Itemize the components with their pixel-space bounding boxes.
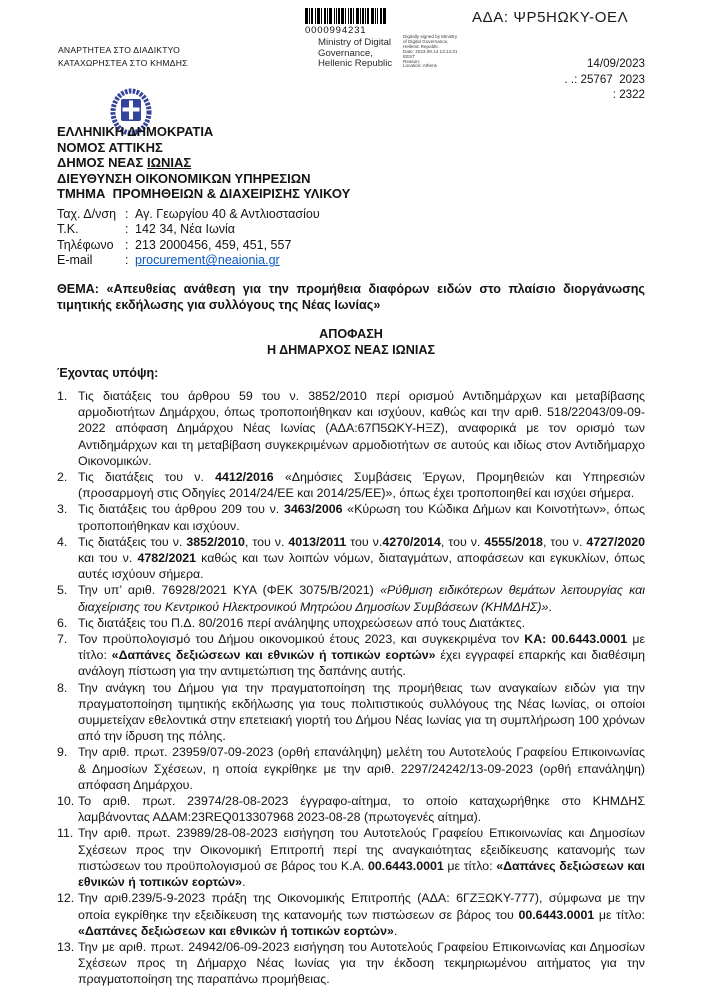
contact-block bbox=[57, 207, 645, 269]
ada-code: ΑΔΑ: ΨΡ5ΗΩΚΥ-ΟΕΛ bbox=[472, 9, 629, 26]
list-item-text: Την με αριθ. πρωτ. 24942/06-09-2023 εισήγηση του Αυτοτελούς Γραφείου Επικοινωνίας και Δημοσίων Σχέσεων προς τη Δήμαρχο Νέας Ιωνίας για την έκδοση τεκμηριωμένου αιτήματος για την πραγματοποίηση της παραπάνω προμήθειας. bbox=[78, 939, 645, 987]
list-item-number: 4. bbox=[57, 534, 68, 549]
list-item-text: «Κύρωση του Κώδικα Δήμων και Κοινοτήτων», όπως τροποποιήθηκαν και ισχύουν. bbox=[78, 502, 645, 533]
header-department: ΤΜΗΜΑ ΠΡΟΜΗΘΕΙΩΝ & ΔΙΑΧΕΙΡΙΣΗΣ ΥΛΙΚΟΥ bbox=[57, 186, 351, 202]
list-item-number: 7. bbox=[57, 632, 68, 647]
list-item-number: 9. bbox=[57, 745, 68, 760]
municipality-underlined: ΙΩΝΙΑΣ bbox=[146, 155, 192, 171]
list-item-text: 4782/2021 bbox=[137, 551, 197, 566]
list-item bbox=[57, 793, 645, 825]
contact-value-address: Αγ. Γεωργίου 40 & Αντλιοστασίου bbox=[135, 206, 320, 221]
list-item-text: , του ν. bbox=[440, 534, 485, 549]
contact-row-postcode bbox=[57, 222, 645, 238]
signature-line: Reason: bbox=[403, 58, 421, 64]
list-item-text: έχει εγγραφεί επαρκής και διαθέσιμη ανάλογη πίστωση για την αντιμετώπιση της δαπάνης αυτής. bbox=[78, 648, 646, 679]
subject-paragraph: ΘΕΜΑ: «Απευθείας ανάθεση για την προμήθεια διαφόρων ειδών στο πλαίσιο διοργάνωσης τιμητικής εκδήλωσης για συλλόγους της Νέας Ιωνίας» bbox=[57, 281, 645, 313]
list-item-text: 00.6443.0001 bbox=[518, 907, 595, 922]
contact-row-address bbox=[57, 207, 645, 223]
list-item bbox=[57, 744, 645, 793]
list-item-text: 4013/2011 bbox=[288, 534, 347, 549]
list-item bbox=[57, 388, 645, 469]
list-item bbox=[57, 469, 645, 501]
contact-label: Ταχ. Δ/νση bbox=[57, 206, 117, 221]
list-item-text: . bbox=[242, 875, 246, 890]
ministry-line: Governance, bbox=[318, 47, 373, 59]
list-item bbox=[57, 615, 645, 631]
list-item-text: Τις διατάξεις του άρθρου 59 του ν. 3852/2010 περί ορισμού Αντιδημάρχων και μεταβίβασης αρμοδιοτήτων Δημάρχου, όπως τροποποιήθηκαν και ισχύουν, καθώς και την αριθ. 518/22043/09-09-2022 απόφαση Δημάρχου Νέας Ιωνίας (ΑΔΑ:67Π5ΩΚΥ-ΗΞΖ), αναφορικά με τον ορισμό των Αντιδημάρχων και τη μεταβίβαση συγκεκριμένων αρμοδιοτήτων σε αυτούς και ιδίως στον Αντιδήμαρχο Οικονομικών. bbox=[78, 389, 645, 468]
document-body bbox=[57, 124, 645, 988]
list-item-number: 8. bbox=[57, 680, 68, 695]
list-item-number: 3. bbox=[57, 502, 68, 517]
contact-label: Τ.Κ. bbox=[57, 222, 79, 237]
list-item-text: Τον προϋπολογισμό του Δήμου οικονομικού έτους 2023, και συγκεκριμένα τον bbox=[78, 632, 525, 647]
list-item-text: 3852/2010 bbox=[186, 534, 245, 549]
list-item bbox=[57, 582, 645, 614]
list-item-number: 6. bbox=[57, 615, 68, 630]
list-item-text: Την αριθ. πρωτ. 23959/07-09-2023 (ορθή επανάληψη) μελέτη του Αυτοτελούς Γραφείου Επικοινωνίας & Δημοσίων Σχέσεων, η οποία εγκρίθηκε με την αριθ. 2297/24242/13-09-2023 (ορθή επανάληψη) απόφαση Δημάρχου. bbox=[78, 745, 645, 792]
digital-signature-details bbox=[403, 35, 473, 69]
list-item-text: Την ανάγκη του Δήμου για την πραγματοποίηση της προμήθειας των αναγκαίων ειδών για την πραγματοποίηση τιμητικής εκδήλωσης για τους πολιτιστικούς συλλόγους της Νέας Ιωνίας, οι οποίοι συμμετείχαν εθελοντικά στην επετειακή γιορτή του Δήμου Νέας Ιωνίας για τη συμπλήρωση 100 χρόνων από την ίδρυση της πόλης. bbox=[78, 680, 645, 744]
list-item-text: , του ν. bbox=[244, 534, 289, 549]
contact-separator: : bbox=[125, 206, 129, 221]
list-item-text: με τίτλο: bbox=[594, 907, 645, 922]
list-item-text: «Δαπάνες δεξιώσεων και εθνικών ή τοπικών εορτών» bbox=[78, 923, 394, 938]
list-item-text: του ν. bbox=[346, 534, 383, 549]
signature-line: EEST bbox=[403, 53, 415, 59]
list-item-text: και του ν. bbox=[78, 551, 138, 566]
list-item-text: ΚΑ: 00.6443.0001 bbox=[524, 632, 628, 647]
header-municipality bbox=[57, 155, 645, 171]
date-protocol-block bbox=[564, 56, 645, 103]
list-item-text: Τις διατάξεις του άρθρου 209 του ν. bbox=[78, 502, 284, 517]
contact-row-email bbox=[57, 253, 645, 269]
contact-separator: : bbox=[125, 222, 129, 237]
barcode-number: 0000994231 bbox=[305, 25, 367, 36]
email-link[interactable]: procurement@neaionia.gr bbox=[135, 253, 280, 268]
notice-diavgeia: ΑΝΑΡΤΗΤΕΑ ΣΤΟ ΔΙΑΔΙΚΤΥΟ bbox=[58, 45, 180, 55]
document-date: 14/09/2023 bbox=[586, 57, 645, 70]
ministry-name bbox=[305, 38, 400, 70]
list-item-text: «Δημόσιες Συμβάσεις Έργων, Προμηθειών και Υπηρεσιών (προσαρμογή στις Οδηγίες 2014/24/ΕΕ και 2014/25/ΕΕ)», όπως έχει τροποποιηθεί και ισχύει σήμερα. bbox=[78, 470, 645, 501]
contact-value-phone: 213 2000456, 459, 451, 557 bbox=[135, 237, 292, 252]
list-item bbox=[57, 501, 645, 533]
signature-line: Hellenic Republic bbox=[403, 43, 439, 49]
list-item-number: 10. bbox=[57, 794, 75, 809]
contact-label: Τηλέφωνο bbox=[57, 237, 114, 252]
decision-title: ΑΠΟΦΑΣΗ bbox=[319, 326, 383, 341]
list-item-text: με τίτλο: bbox=[443, 858, 497, 873]
list-item-text: «Δαπάνες δεξιώσεων και εθνικών ή τοπικών εορτών» bbox=[111, 648, 436, 663]
list-item-text: Την αριθ. πρωτ. 23989/28-08-2023 εισήγηση του Αυτοτελούς Γραφείου Επικοινωνίας και Δημοσίων Σχέσεων προς την Οικονομική Επιτροπή περί της αναγκαιότητας εξειδίκευσης κατανομής των πιστώσεων του προϋπολογισμού σε βάρος του Κ.Α. bbox=[78, 826, 645, 873]
signature-line: of Digital Governance, bbox=[403, 38, 449, 44]
list-item-number: 13. bbox=[57, 939, 75, 954]
ministry-line: Ministry of Digital bbox=[318, 37, 392, 48]
list-item-text: 3463/2006 bbox=[283, 502, 343, 517]
contact-separator: : bbox=[125, 237, 129, 252]
contact-separator: : bbox=[125, 253, 129, 268]
list-item-text: 4412/2016 bbox=[215, 470, 274, 485]
protocol-number: . .: 25767 2023 bbox=[564, 72, 645, 86]
list-item-text: Το αριθ. πρωτ. 23974/28-08-2023 έγγραφο-αίτημα, το οποίο καταχωρήθηκε στο ΚΗΜΔΗΣ λαμβάνοντας ΑΔΑΜ:23REQ013307968 2023-08-28 (πρωτογενές αίτημα). bbox=[78, 794, 645, 825]
list-item-text: «Ρύθμιση ειδικότερων θεμάτων λειτουργίας και διαχείρισης του Κεντρικού Ηλεκτρονικού Μητρώου Δημοσίων Συμβάσεων (ΚΗΜΔΗΣ)» bbox=[78, 583, 645, 614]
list-item-text: καθώς και των λοιπών νόμων, διαταγμάτων, αποφάσεων και εγκυκλίων, όπως αυτές ισχύουν σήμερα. bbox=[78, 551, 646, 582]
list-item-text: 4555/2018 bbox=[484, 534, 543, 549]
decision-number: : 2322 bbox=[612, 88, 645, 102]
signature-line: Digitally signed by Ministry bbox=[403, 34, 458, 39]
posting-notices bbox=[58, 44, 188, 70]
list-item-text: . bbox=[548, 599, 552, 614]
municipality-prefix: ΔΗΜΟΣ ΝΕΑΣ bbox=[57, 155, 147, 171]
list-item-text: . bbox=[393, 923, 398, 938]
signature-line: Date: 2023.09.14 13:14:31 bbox=[403, 48, 458, 54]
notice-kimdis: ΚΑΤΑΧΩΡΗΣΤΕΑ ΣΤΟ ΚΗΜΔΗΣ bbox=[58, 58, 188, 68]
list-item-number: 1. bbox=[57, 389, 68, 403]
decision-subtitle: Η ΔΗΜΑΡΧΟΣ ΝΕΑΣ ΙΩΝΙΑΣ bbox=[267, 343, 435, 358]
contact-value-postcode: 142 34, Νέα Ιωνία bbox=[135, 222, 235, 237]
list-item bbox=[57, 631, 645, 680]
list-item-text: με τίτλο: bbox=[78, 632, 646, 663]
header-prefecture: ΝΟΜΟΣ ΑΤΤΙΚΗΣ bbox=[57, 139, 163, 155]
header-directorate: ΔΙΕΥΘΥΝΣΗ ΟΙΚΟΝΟΜΙΚΩΝ ΥΠΗΡΕΣΙΩΝ bbox=[57, 170, 311, 186]
list-item-text: 00.6443.0001 bbox=[367, 858, 444, 873]
barcode-block bbox=[305, 8, 400, 70]
barcode-icon bbox=[305, 8, 387, 24]
list-item-number: 2. bbox=[57, 470, 68, 485]
list-item-text: Τις διατάξεις του ν. bbox=[78, 470, 216, 485]
list-item bbox=[57, 825, 645, 890]
signature-line: Location: Athens bbox=[403, 63, 437, 69]
considerations-intro: Έχοντας υπόψη: bbox=[57, 365, 159, 380]
list-item-text: , του ν. bbox=[542, 534, 587, 549]
list-item-number: 11. bbox=[57, 826, 74, 841]
ministry-line: Hellenic Republic bbox=[318, 58, 393, 70]
considerations-list bbox=[57, 388, 645, 988]
list-item bbox=[57, 534, 645, 583]
list-item-text: «Δαπάνες δεξιώσεων και εθνικών ή τοπικών εορτών» bbox=[78, 858, 645, 890]
list-item bbox=[57, 890, 645, 939]
list-item bbox=[57, 680, 645, 745]
list-item-text: 4270/2014 bbox=[382, 534, 441, 549]
header-republic: ΕΛΛΗΝΙΚΗ ΔΗΜΟΚΡΑΤΙΑ bbox=[57, 124, 214, 139]
list-item-text: 4727/2020 bbox=[586, 534, 645, 549]
contact-row-phone bbox=[57, 238, 645, 254]
list-item bbox=[57, 939, 645, 988]
list-item-number: 5. bbox=[57, 583, 68, 598]
list-item-number: 12. bbox=[57, 891, 75, 906]
list-item-text: Την υπ’ αριθ. 76928/2021 ΚΥΑ (ΦΕΚ 3075/Β/2021) bbox=[78, 583, 381, 598]
list-item-text: Τις διατάξεις του Π.Δ. 80/2016 περί ανάληψης υποχρεώσεων από τους Διατάκτες. bbox=[78, 615, 526, 630]
list-item-text: Την αριθ.239/5-9-2023 πράξη της Οικονομικής Επιτροπής (ΑΔΑ: 6ΓΖΞΩΚΥ-777), σύμφωνα με την οποία εγκρίθηκε την εξειδίκευση της κατανομής των πιστώσεων σε βάρος του bbox=[78, 891, 645, 922]
contact-label: E-mail bbox=[57, 253, 93, 268]
list-item-text: Τις διατάξεις του ν. bbox=[78, 534, 187, 549]
